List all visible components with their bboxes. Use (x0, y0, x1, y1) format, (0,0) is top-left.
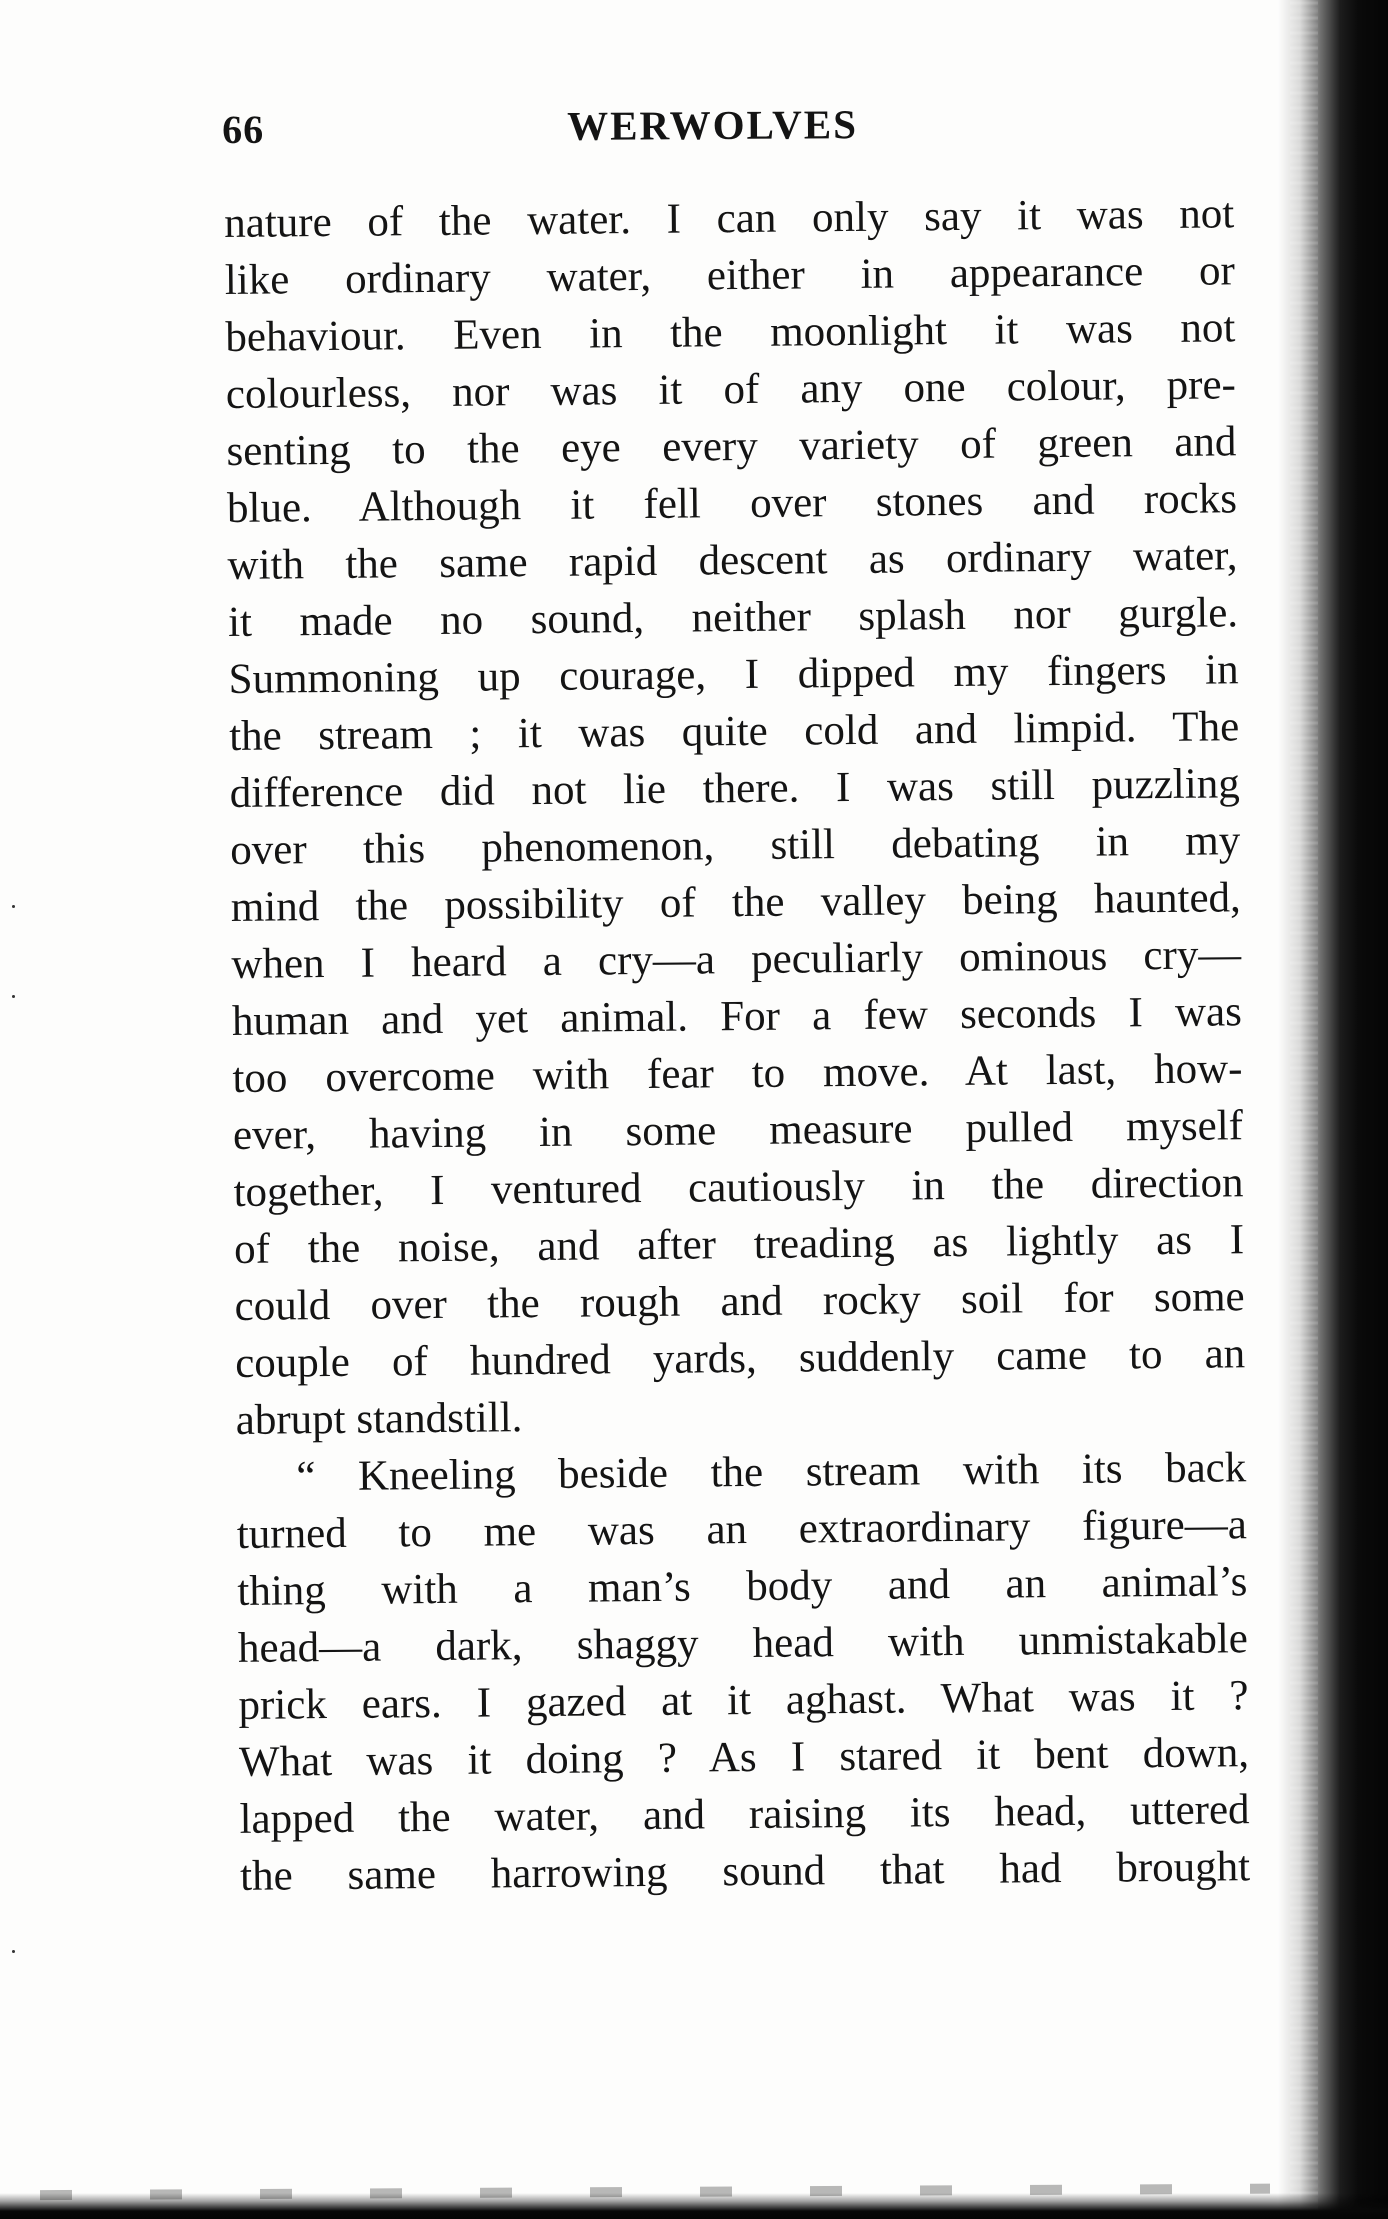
scan-speck (12, 995, 15, 998)
text-line: ever, having in some measure pulled myself (232, 1102, 1244, 1159)
text-line: couple of hundred yards, suddenly came to an (234, 1330, 1246, 1387)
text-line: the same harrowing sound that had brought (239, 1843, 1251, 1900)
text-line: blue. Although it fell over stones and rocks (226, 475, 1238, 532)
page-number: 66 (222, 106, 265, 152)
text-line: senting to the eye every variety of green and (226, 418, 1237, 475)
bottom-edge-shadow (0, 2193, 1388, 2219)
text-line: behaviour. Even in the moonlight it was not (225, 304, 1236, 361)
text-line: Summoning up courage, I dipped my fingers in (228, 646, 1239, 703)
text-line: with the same rapid descent as ordinary water, (227, 532, 1238, 589)
text-line: difference did not lie there. I was still puzzling (229, 760, 1240, 817)
text-line: lapped the water, and raising its head, uttered (239, 1786, 1250, 1843)
text-line: mind the possibility of the valley being haunted, (230, 874, 1242, 931)
text-line: head—a dark, shaggy head with unmistakable (237, 1615, 1249, 1672)
text-line: human and yet animal. For a few seconds I was (231, 988, 1243, 1045)
text-line: colourless, nor was it of any one colour, pre- (225, 361, 1237, 418)
scan-speck (12, 905, 15, 908)
body-text (224, 185, 1250, 1905)
text-line: it made no sound, neither splash nor gurgle. (227, 589, 1239, 646)
text-line: prick ears. I gazed at it aghast. What was it ? (238, 1672, 1249, 1729)
text-line: thing with a man’s body and an animal’s (237, 1558, 1248, 1615)
scan-speck (12, 1950, 15, 1953)
text-line: What was it doing ? As I stared it bent down, (238, 1729, 1250, 1786)
text-line: when I heard a cry—a peculiarly ominous cry— (231, 931, 1242, 988)
running-head: WERWOLVES (567, 101, 859, 149)
binding-texture (1290, 0, 1318, 2219)
text-line: nature of the water. I can only say it was not (224, 190, 1235, 247)
text-line: could over the rough and rocky soil for some (234, 1273, 1245, 1330)
text-line: too overcome with fear to move. At last, how- (232, 1045, 1243, 1102)
text-line: together, I ventured cautiously in the direction (233, 1159, 1244, 1216)
text-line: like ordinary water, either in appearance or (224, 247, 1235, 304)
text-line: turned to me was an extraordinary figure—a (236, 1501, 1248, 1558)
text-line: over this phenomenon, still debating in my (230, 817, 1241, 874)
page-header (222, 94, 1232, 160)
text-line: of the noise, and after treading as lightly as I (233, 1216, 1245, 1273)
text-line: the stream ; it was quite cold and limpid. The (228, 703, 1240, 760)
text-line: abrupt standstill. (235, 1394, 523, 1444)
text-line: “ Kneeling beside the stream with its back (296, 1444, 1247, 1501)
